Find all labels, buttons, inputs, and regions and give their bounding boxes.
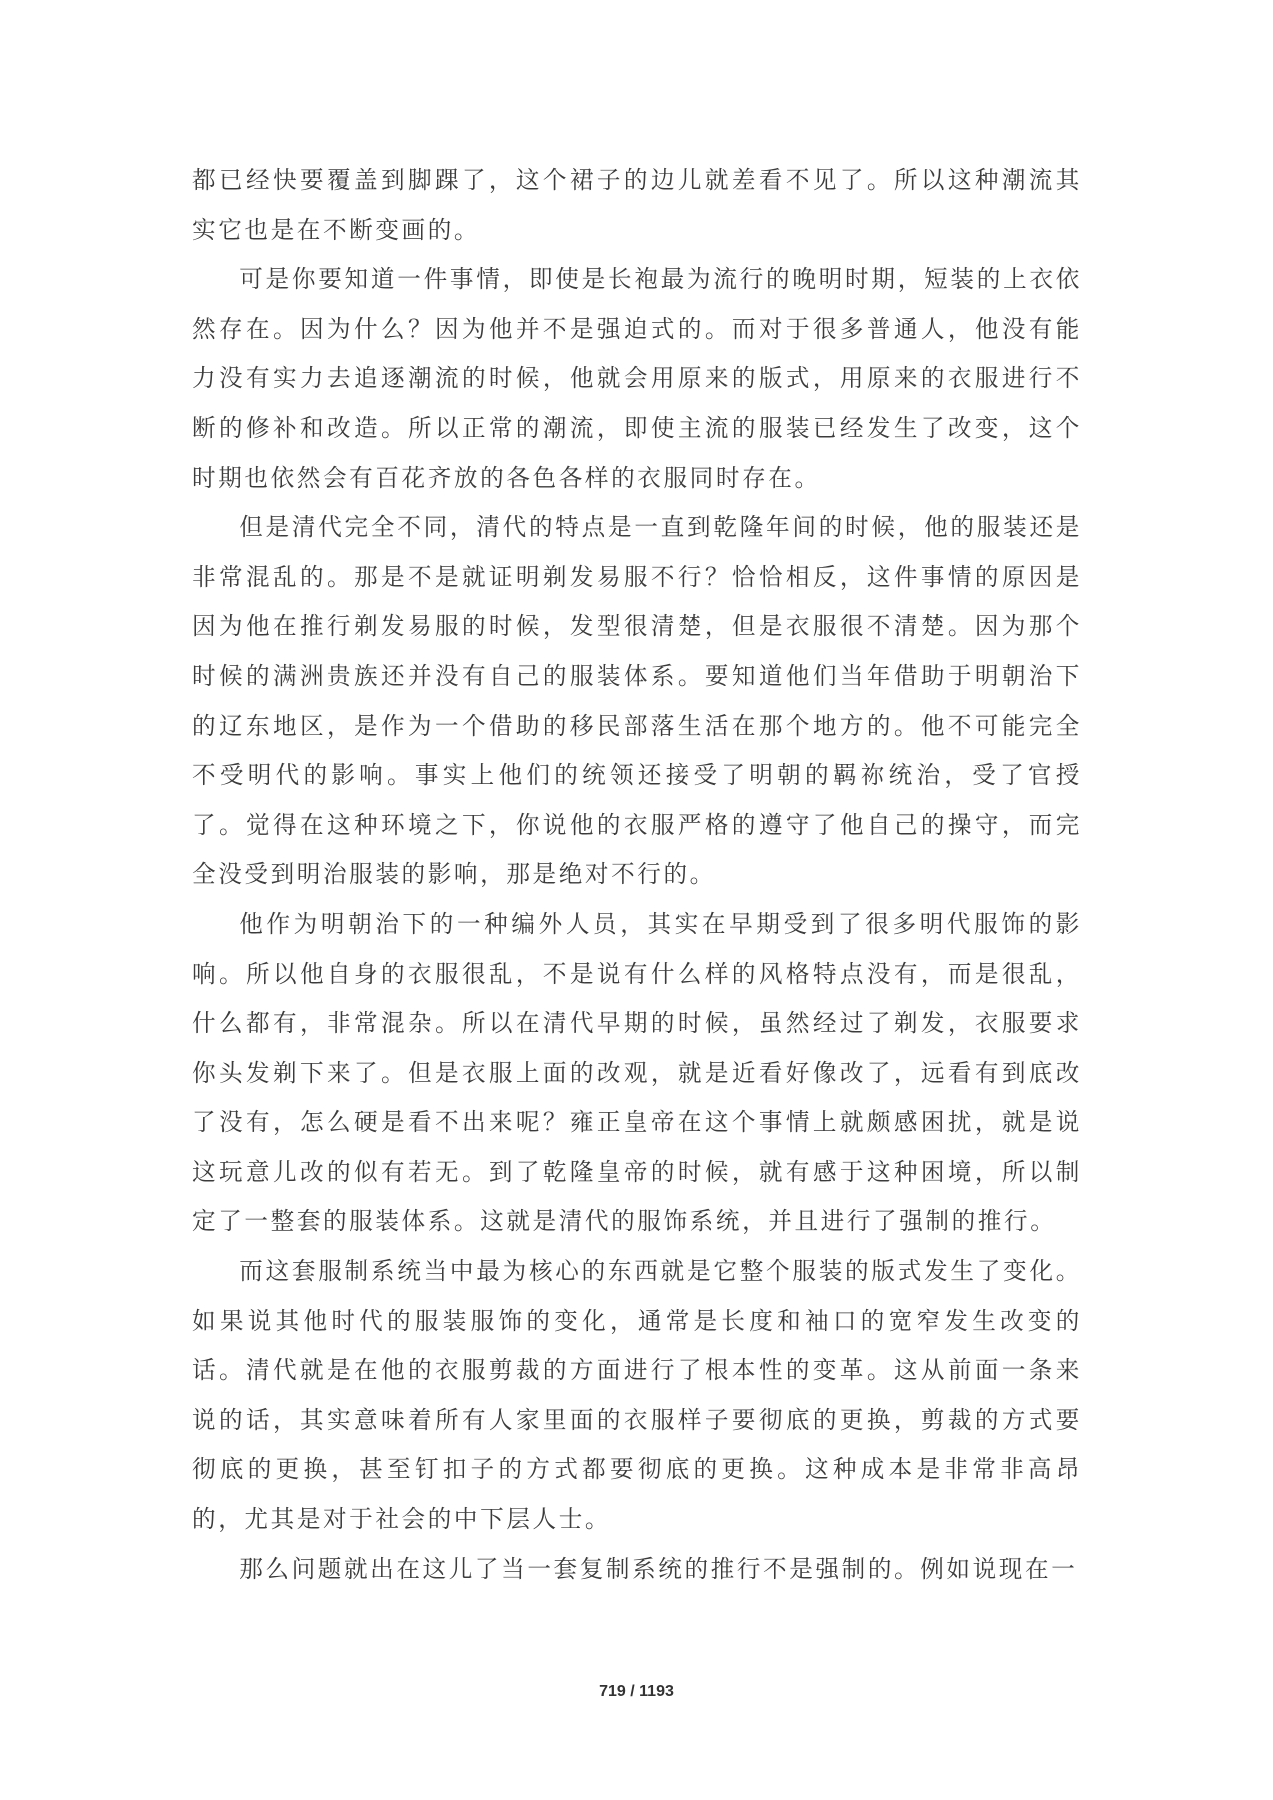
paragraph: 可是你要知道一件事情，即使是长袍最为流行的晚明时期，短装的上衣依然存在。因为什么？因为他并不是强迫式的。而对于很多普通人，他没有能力没有实力去追逐潮流的时候，他就会用原来的版式，用原来的衣服进行不断的修补和改造。所以正常的潮流，即使主流的服装已经发生了改变，这个时期也依然会有百花齐放的各色各样的衣服同时存在。 <box>192 265 1082 492</box>
paragraph-continued: 都已经快要覆盖到脚踝了，这个裙子的边儿就差看不见了。所以这种潮流其实它也是在不断变画的。 <box>192 166 1082 244</box>
body-text <box>192 156 1082 1594</box>
paragraph: 那么问题就出在这儿了当一套复制系统的推行不是强制的。例如说现在一 <box>239 1554 1078 1583</box>
page-number: 719 / 1193 <box>599 1683 674 1700</box>
paragraph: 但是清代完全不同，清代的特点是一直到乾隆年间的时候，他的服装还是非常混乱的。那是不是就证明剃发易服不行？恰恰相反，这件事情的原因是因为他在推行剃发易服的时候，发型很清楚，但是衣服很不清楚。因为那个时候的满洲贵族还并没有自己的服装体系。要知道他们当年借助于明朝治下的辽东地区，是作为一个借助的移民部落生活在那个地方的。他不可能完全不受明代的影响。事实上他们的统领还接受了明朝的羁祢统治，受了官授了。觉得在这种环境之下，你说他的衣服严格的遵守了他自己的操守，而完全没受到明治服装的影响，那是绝对不行的。 <box>192 513 1082 889</box>
paragraph: 他作为明朝治下的一种编外人员，其实在早期受到了很多明代服饰的影响。所以他自身的衣服很乱，不是说有什么样的风格特点没有，而是很乱，什么都有，非常混杂。所以在清代早期的时候，虽然经过了剃发，衣服要求你头发剃下来了。但是衣服上面的改观，就是近看好像改了，远看有到底改了没有，怎么硬是看不出来呢？雍正皇帝在这个事情上就颇感困扰，就是说这玩意儿改的似有若无。到了乾隆皇帝的时候，就有感于这种困境，所以制定了一整套的服装体系。这就是清代的服饰系统，并且进行了强制的推行。 <box>192 909 1082 1236</box>
paragraph: 而这套服制系统当中最为核心的东西就是它整个服装的版式发生了变化。如果说其他时代的服装服饰的变化，通常是长度和袖口的宽窄发生改变的话。清代就是在他的衣服剪裁的方面进行了根本性的变革。这从前面一条来说的话，其实意味着所有人家里面的衣服样子要彻底的更换，剪裁的方式要彻底的更换，甚至钉扣子的方式都要彻底的更换。这种成本是非常非高昂的，尤其是对于社会的中下层人士。 <box>192 1257 1082 1534</box>
